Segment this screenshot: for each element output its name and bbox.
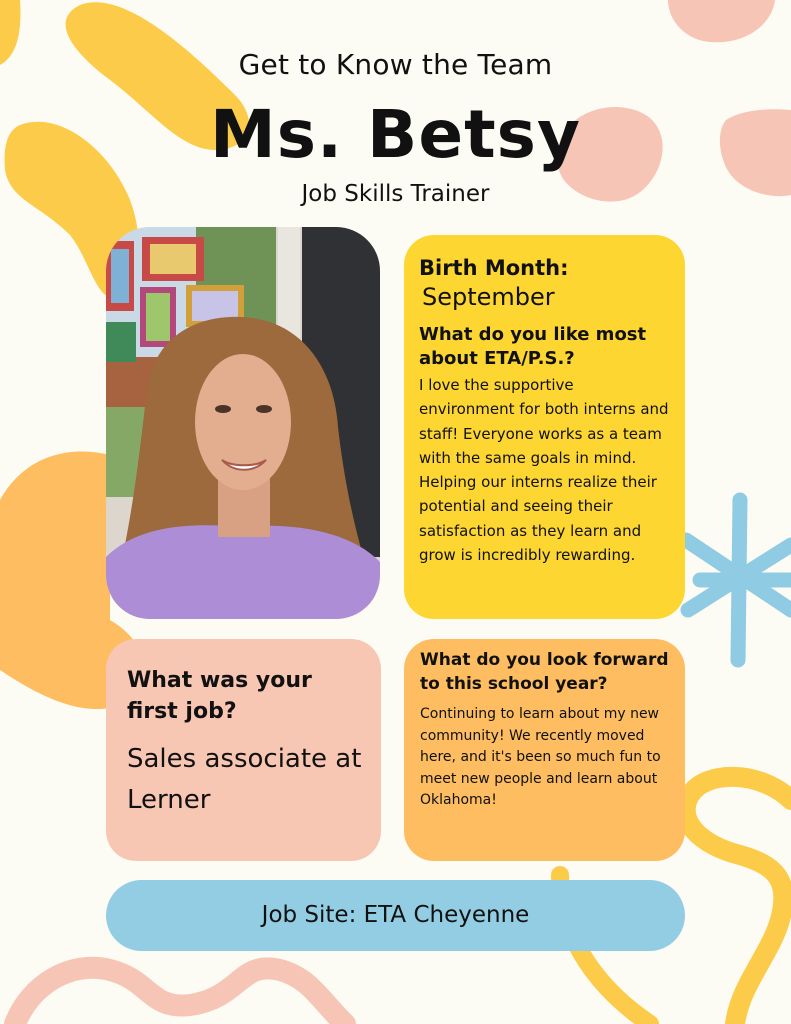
pink-blob-shape	[668, 0, 775, 42]
page-kicker: Get to Know the Team	[238, 48, 553, 81]
page-title: Ms. Betsy	[210, 96, 581, 173]
birth-month-label: Birth Month:	[419, 256, 569, 280]
first-job-answer: Sales associate at Lerner	[127, 744, 362, 815]
first-job-question: What was your first job?	[127, 668, 312, 724]
staff-photo	[106, 227, 380, 619]
school-year-question: What do you look forward to this school year?	[420, 650, 669, 694]
school-year-card	[404, 639, 685, 861]
job-title: Job Skills Trainer	[301, 181, 490, 207]
blue-star-shape	[686, 500, 791, 660]
eta-question: What do you like most about ETA/P.S.?	[419, 324, 647, 369]
yellow-loop-shape	[686, 777, 791, 1024]
first-job-card	[106, 639, 381, 861]
job-site-banner: Job Site: ETA Cheyenne	[106, 880, 685, 951]
eta-answer: I love the supportive environment for both interns and staff! Everyone works as a team with the same goals in mind. Helping our interns realize their potential and seeing their satisfaction as they learn and grow is incredibly rewarding.	[419, 376, 669, 565]
birth-month-value: September	[422, 283, 555, 311]
birth-month-card	[404, 235, 685, 619]
pink-squiggle-shape	[15, 968, 345, 1024]
school-year-answer: Continuing to learn about my new community! We recently moved here, and it's been so much fun to meet new people and learn about Oklahoma!	[420, 706, 661, 808]
